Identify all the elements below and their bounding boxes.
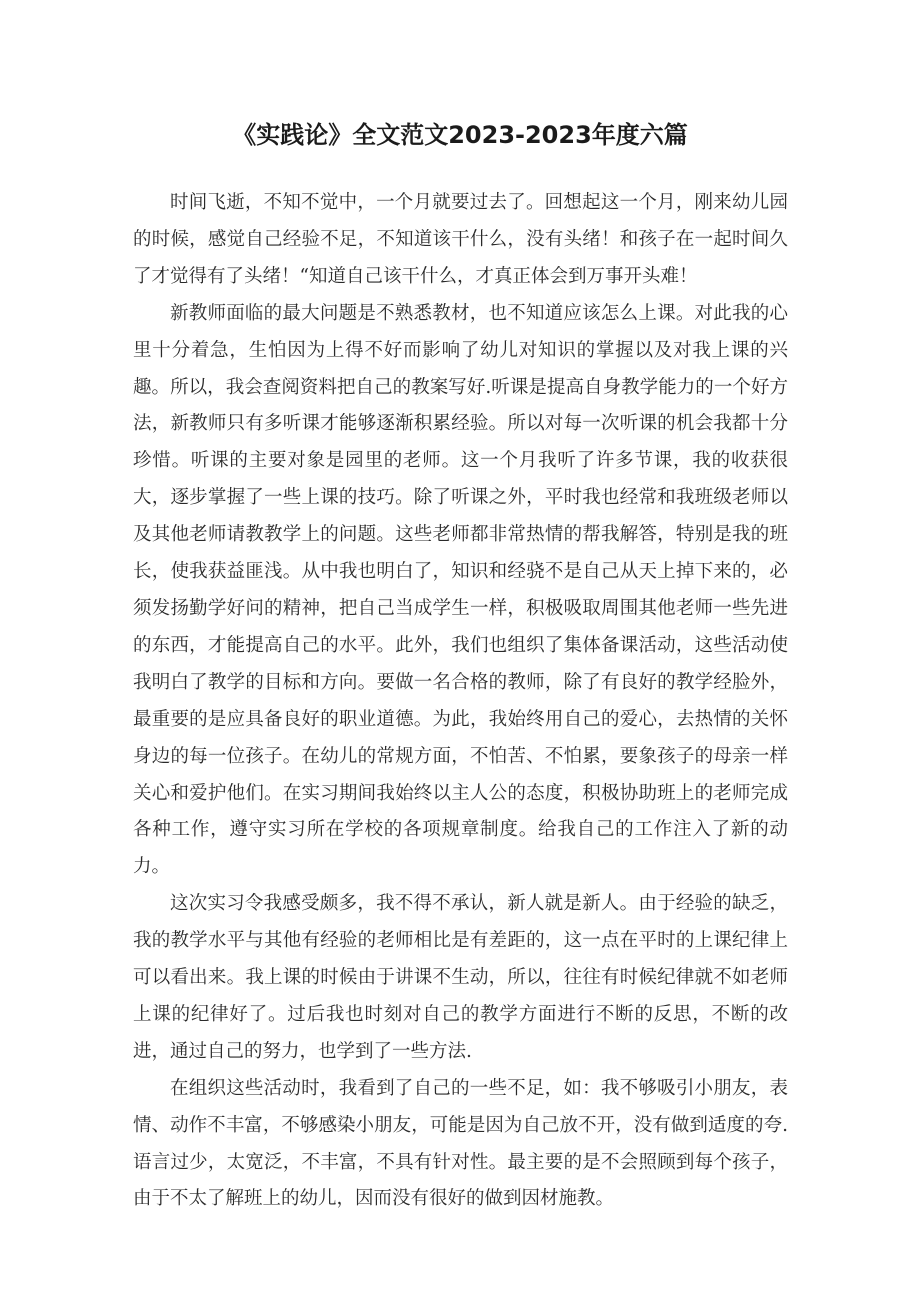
paragraph: 时间飞逝，不知不觉中，一个月就要过去了。回想起这一个月，刚来幼儿园的时候，感觉自己经验不足，不知道该干什么，没有头绪！和孩子在一起时间久了才觉得有了头绪！“知道自己该干什么，才真正体会到万事开头难！ bbox=[133, 192, 788, 287]
paragraph: 新教师面临的最大问题是不熟悉教材，也不知道应该怎么上课。对此我的心里十分着急，生怕因为上得不好而影响了幼儿对知识的掌握以及对我上课的兴趣。所以，我会查阅资料把自己的教案写好.听课是提高自身教学能力的一个好方法，新教师只有多听课才能够逐渐积累经验。所以对每一次听课的机会我都十分珍惜。听课的主要对象是园里的老师。这一个月我听了许多节课，我的收获很大，逐步掌握了一些上课的技巧。除了听课之外，平时我也经常和我班级老师以及其他老师请教教学上的问题。这些老师都非常热情的帮我解答，特别是我的班长，使我获益匪浅。从中我也明白了，知识和经骁不是自己从天上掉下来的，必须发扬勤学好问的精神，把自己当成学生一样，积极吸取周围其他老师一些先进的东西，才能提高自己的水平。此外，我们也组织了集体备课活动，这些活动使我明白了教学的目标和方向。要做一名合格的教师，除了有良好的教学经脸外，最重要的是应具备良好的职业道德。为此，我始终用自己的爱心，去热情的关怀身边的每一位孩子。在幼儿的常规方面，不怕苦、不怕累，要象孩子的母亲一样关心和爱护他们。在实习期间我始终以主人公的态度，积极协助班上的老师完成各种工作，遵守实习所在学校的各项规章制度。给我自己的工作注入了新的动力。 bbox=[133, 302, 788, 878]
paragraph: 在组织这些活动时，我看到了自己的一些不足，如：我不够吸引小朋友，表情、动作不丰富，不够感染小朋友，可能是因为自己放不开，没有做到适度的夸.语言过少，太宽泛，不丰富，不具有针对性。最主要的是不会照顾到每个孩子，由于不太了解班上的幼儿，因而没有很好的做到因材施教。 bbox=[133, 1077, 788, 1210]
document-body bbox=[133, 185, 788, 1218]
paragraph: 这次实习令我感受颇多，我不得不承认，新人就是新人。由于经验的缺乏，我的教学水平与其他有经验的老师相比是有差距的，这一点在平时的上课纪律上可以看出来。我上课的时候由于讲课不生动，所以，往往有时候纪律就不如老师上课的纪律好了。过后我也时刻对自己的教学方面进行不断的反思，不断的改进，通过自己的努力，也学到了一些方法. bbox=[133, 893, 788, 1062]
document-title: 《实践论》全文范文2023-2023年度六篇 bbox=[232, 121, 688, 149]
